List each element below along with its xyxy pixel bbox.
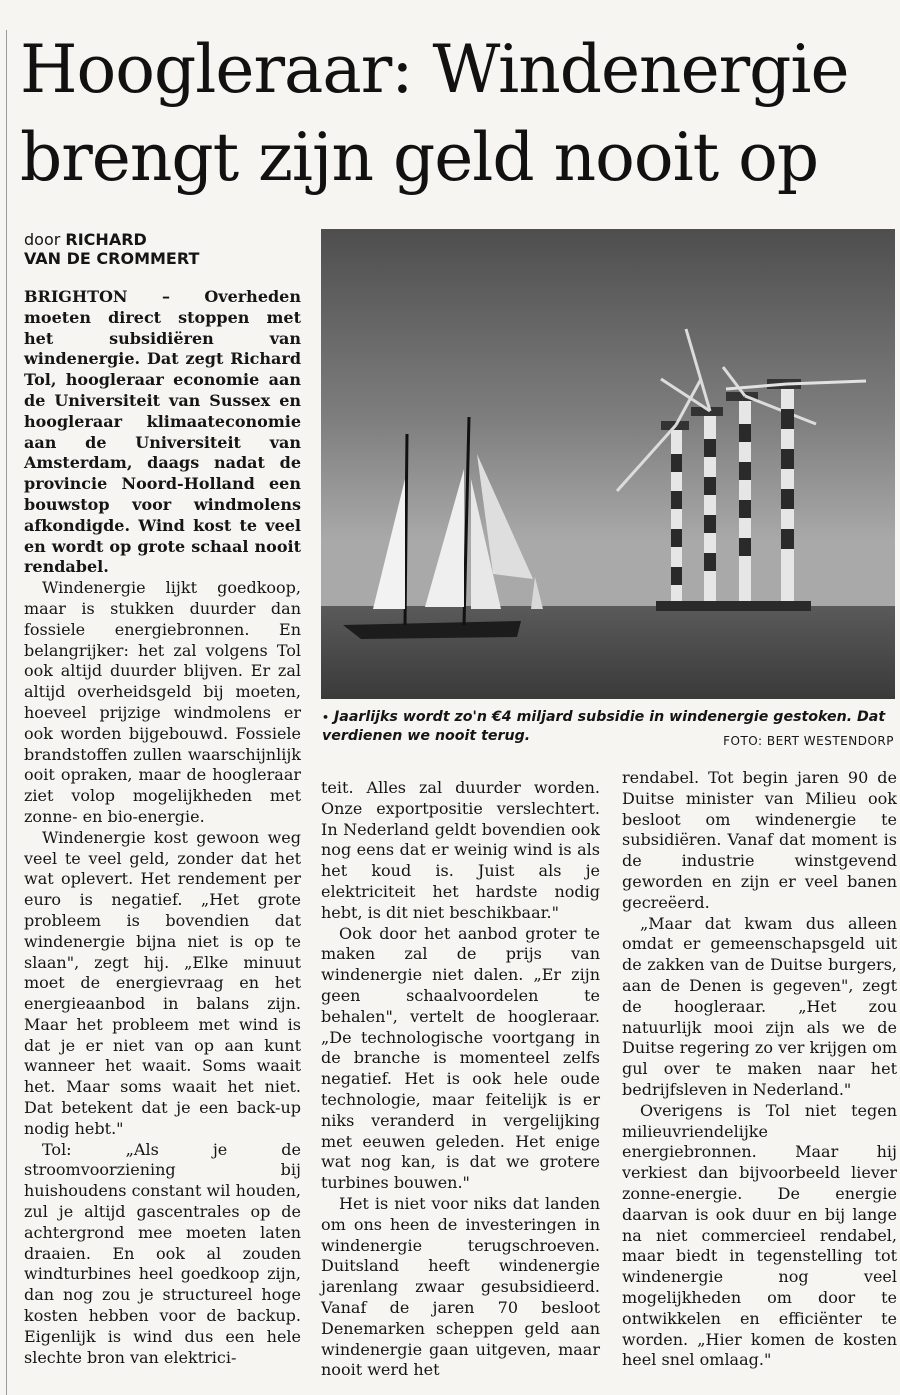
- photo-credit: FOTO: BERT WESTENDORP: [723, 734, 894, 748]
- caption-text: Jaarlijks wordt zo'n €4 miljard subsidie in windenergie gestoken. Dat verdienen we nooit terug.: [322, 709, 886, 744]
- caption-bullet-icon: •: [322, 711, 330, 724]
- article-column-1: [24, 287, 301, 1368]
- news-photo-sailboat-wind-turbines: [321, 229, 895, 699]
- byline-prefix: door: [24, 230, 61, 249]
- article-paragraph: teit. Alles zal duurder worden. Onze exportpositie verslechtert. In Nederland geldt bovendien ook nog eens dat er weinig wind is als het koud is. Juist als je elektriciteit het hardste nodig hebt, is dit niet beschikbaar.": [321, 778, 600, 922]
- article-paragraph: Windenergie kost gewoon weg veel te veel geld, zonder dat het wat oplevert. Het rendement per euro is negatief. „Het grote probleem is bovendien dat windenergie bijna niet is op te slaan", zegt hij. „Elke minuut moet de energievraag en het energieaanbod in balans zijn. Maar het probleem met wind is dat je er niet van op aan kunt wanneer het waait. Soms waait het. Maar soms waait het niet. Dat betekent dat je een back-up nodig hebt.": [24, 827, 301, 1138]
- headline: Hoogleraar: Windenergie brengt zijn geld nooit op: [20, 31, 849, 196]
- byline-name-line2: VAN DE CROMMERT: [24, 249, 200, 268]
- article-paragraph: Tol: „Als je de stroomvoorziening bij huishoudens constant wil houden, zul je altijd gascentrales op de achtergrond mee moeten laten draaien. En ook al zouden windturbines heel goedkoop zijn, dan nog zou je structureel hoge kosten hebben voor de backup. Eigenlijk is wind dus een hele slechte bron van elektrici-: [24, 1139, 301, 1367]
- photo-illustration: [321, 229, 895, 699]
- article-column-3: [622, 768, 897, 1371]
- byline: [24, 230, 314, 268]
- byline-name-line1: RICHARD: [65, 230, 147, 249]
- article-column-2: [321, 778, 600, 1381]
- article-paragraph: Het is niet voor niks dat landen om ons heen de investeringen in windenergie terugschroeven. Duitsland heeft windenergie jarenlang zwaar gesubsidieerd. Vanaf de jaren 70 besloot Denemarken scheppen geld aan windenergie gaan uitgeven, maar nooit werd het: [321, 1193, 600, 1380]
- article-paragraph: „Maar dat kwam dus alleen omdat er gemeenschapsgeld uit de zakken van de Duitse burgers, aan de Denen is gegeven", zegt de hoogleraar. „Het zou natuurlijk mooi zijn als we de Duitse regering zo ver krijgen om gul over te maken naar het bedrijfsleven in Nederland.": [622, 913, 897, 1099]
- article-paragraph: Ook door het aanbod groter te maken zal de prijs van windenergie niet dalen. „Er zijn geen schaalvoordelen te behalen", vertelt de hoogleraar. „De technologische voortgang in de branche is momenteel zelfs negatief. Het is ook hele oude technologie, maar feitelijk is er niks veranderd in vergelijking met eeuwen geleden. Het enige wat nog kan, is dat we grotere turbines bouwen.": [321, 923, 600, 1193]
- article-paragraph: rendabel. Tot begin jaren 90 de Duitse minister van Milieu ook besloot om windenergie te subsidiëren. Vanaf dat moment is de industrie winstgevend geworden en zijn er veel banen gecreëerd.: [622, 768, 897, 912]
- article-lead-paragraph: BRIGHTON – Overheden moeten direct stoppen met het subsidiëren van windenergie. Dat zegt Richard Tol, hoogleraar economie aan de Universiteit van Sussex en hoogleraar klimaateconomie aan de Universiteit van Amsterdam, daags nadat de provincie Noord-Holland een bouwstop voor windmolens afkondigde. Wind kost te veel en wordt op grote schaal nooit rendabel.: [24, 287, 301, 577]
- article-paragraph: Overigens is Tol niet tegen milieuvriendelijke energiebronnen. Maar hij verkiest dan bijvoorbeeld liever zonne-energie. De energie daarvan is ook duur en bij lange na niet commercieel rendabel, maar biedt in tegenstelling tot windenergie nog veel mogelijkheden om door te ontwikkelen en efficiënter te worden. „Hier komen de kosten heel snel omlaag.": [622, 1100, 897, 1370]
- article-paragraph: Windenergie lijkt goedkoop, maar is stukken duurder dan fossiele energiebronnen. En belangrijker: het zal volgens Tol ook altijd duurder blijven. Er zal altijd overheidsgeld bij moeten, hoeveel prijzige windmolens er ook worden bijgebouwd. Fossiele brandstoffen zullen waarschijnlijk ooit opraken, maar de hoogleraar ziet volop mogelijkheden met zonne- en bio-energie.: [24, 578, 301, 826]
- page-edge-rule: [6, 30, 7, 1395]
